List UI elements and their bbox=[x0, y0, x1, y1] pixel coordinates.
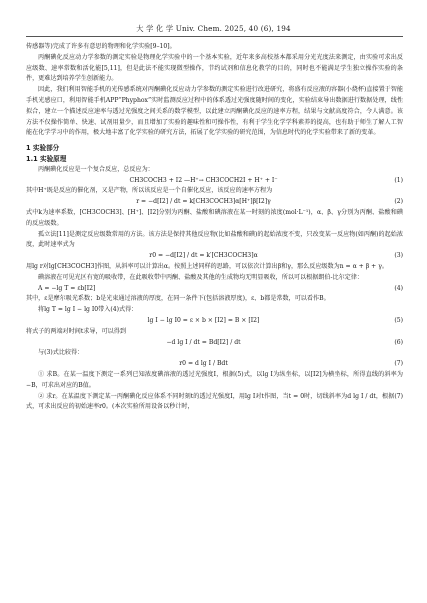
equation-number: (5) bbox=[394, 316, 403, 324]
paragraph: 其中H⁺既是反应的催化剂，又是产物，所以该反应是一个自催化反应，该反应的速率方程为 bbox=[26, 187, 273, 195]
equation bbox=[26, 338, 403, 349]
paragraph: ② 求r。在某温度下测定某一丙酮碘化反应体系不同时刻t的透过光强度I，用lg I对t作图，当t = 0时，切线斜率为d lg I / dt，根据(7)式，可求出反应的初始速率r0。(本次实验所用设备以秒计时， bbox=[26, 392, 403, 411]
equation bbox=[26, 316, 403, 327]
paragraph: ① 求B。在某一温度下测定一系列已知浓度碘溶液的透过光强度I，根据(5)式，以lg I为纵坐标，以[I2]为横坐标，所得直线的斜率为−B，可求出对应的B值。 bbox=[26, 370, 403, 389]
paragraph: 丙酮碘化反应是一个复合反应，总反应为： bbox=[38, 165, 154, 173]
equation bbox=[26, 284, 403, 295]
equation-number: (4) bbox=[394, 284, 403, 292]
paragraph: 其中，ε是摩尔吸光系数；b是光束通过溶液的厚度，在同一条件下(包括溶液厚度)，ε、b都是常数，可以看作B。 bbox=[26, 295, 330, 303]
paragraph: 孤立法[11]是测定反应级数常用的方法。该方法是保持其他反应物(比如盐酸和碘)的起始浓度不变，只改变某一反应物(如丙酮)的起始浓度，此时速率式为 bbox=[26, 230, 403, 249]
equation-formula: −d lg I / dt = Bd[I2] / dt bbox=[166, 338, 241, 346]
paragraph: 丙酮碘化反应动力学参数的测定实验是物理化学实验中的一个基本实验，近年来多高校基本都采用分光光度法来测定，由实验可求出反应级数、速率常数和活化能[5,11]，但是此法不能实现微型操作，节约试剂和信息化教学的目的，同时也不能满足学生独立操作实验的条件，更难达到培养学生创新能力。 bbox=[26, 53, 403, 83]
paragraph: 将lg T = lg I − lg I0带入(4)式得： bbox=[38, 306, 138, 314]
equation bbox=[26, 176, 403, 187]
equation-formula: A = −lg T = εb[I2] bbox=[38, 284, 96, 292]
paragraph: 将式子的两端对时间t求导，可以得到 bbox=[26, 327, 126, 335]
equation-number: (7) bbox=[394, 360, 403, 368]
section-heading: 1.1 实验原理 bbox=[26, 154, 67, 163]
paragraph: 式中k为速率系数，[CH3COCH3]、[H⁺]、[I2]分别为丙酮、盐酸和碘溶液在某一时刻的浓度(mol·L⁻¹)，α、β、γ分别为丙酮、盐酸和碘的反应级数。 bbox=[26, 208, 403, 227]
paragraph: 传感器等)完成了许多有意思的物理和化学实验[9–10]。 bbox=[26, 43, 176, 50]
equation-formula: lg I − lg I0 = ε × b × [I2] = B × [I2] bbox=[147, 316, 260, 324]
paragraph: 用lg r对lg[CH3COCH3]作图，从斜率可以计算出α。按照上述同样的思路，可以依次计算出β和γ，那么反应级数为n = α + β + γ。 bbox=[26, 262, 388, 270]
header-rule bbox=[26, 36, 403, 37]
equation-number: (3) bbox=[394, 252, 403, 260]
equation bbox=[26, 197, 403, 208]
equation-formula: r = −d[I2] / dt = k[CH3COCH3]α[H⁺]β[I2]γ bbox=[136, 198, 271, 206]
section-heading: 1 实验部分 bbox=[26, 144, 60, 153]
equation bbox=[26, 251, 403, 262]
equation bbox=[26, 359, 403, 370]
running-header: 大 学 化 学 Univ. Chem. 2025, 40 (6), 194 bbox=[136, 24, 291, 33]
equation-formula: r0 = −d[I2] / dt = k′[CH3COCH3]α bbox=[149, 252, 258, 260]
paragraph: 因此，我们利用智能手机的光传感系统对丙酮碘化反应动力学参数的测定实验进行改进研究，将盛有反应液的容器(小烧杯)直接置于智能手机光感应口，利用智能手机APP“Phyphox”实时监测反应过程中的体系透过光强度随时间的变化，实验结束导出数据进行数据处理，线性拟合，建立一个描述反应速率与透过光强度之间关系的数学模型，以此建立丙酮碘化反应的速率方程，结果与文献高度符合，令人满意。该方法不仅操作简单、快速、试剂用量少，而且增加了实验的趣味性和可操作性，有利于学生化学学科素养的提高，也有助于师生了解人工智能在化学学习中的作用，极大地丰富了化学实验的研究方法，拓展了化学实验的研究范围，为信息时代的化学实验带来了新的变革。 bbox=[26, 86, 403, 137]
equation-number: (2) bbox=[394, 198, 403, 206]
equation-formula: CH3COCH3 + I2 —H⁺→ CH3COCH2I + H⁺ + I⁻ bbox=[129, 176, 278, 184]
paragraph: 与(3)式比较得： bbox=[38, 349, 84, 357]
equation-number: (6) bbox=[394, 338, 403, 346]
equation-number: (1) bbox=[394, 176, 403, 184]
document-body bbox=[26, 42, 403, 413]
equation-formula: r0 = d lg I / Bdt bbox=[179, 360, 228, 368]
paragraph: 碘溶液在可见光区有宽的吸收带，在此吸收带中丙酮、盐酸及其他的生成物均无明显吸收，所以可以根据朗伯-比尔定律： bbox=[38, 273, 364, 281]
